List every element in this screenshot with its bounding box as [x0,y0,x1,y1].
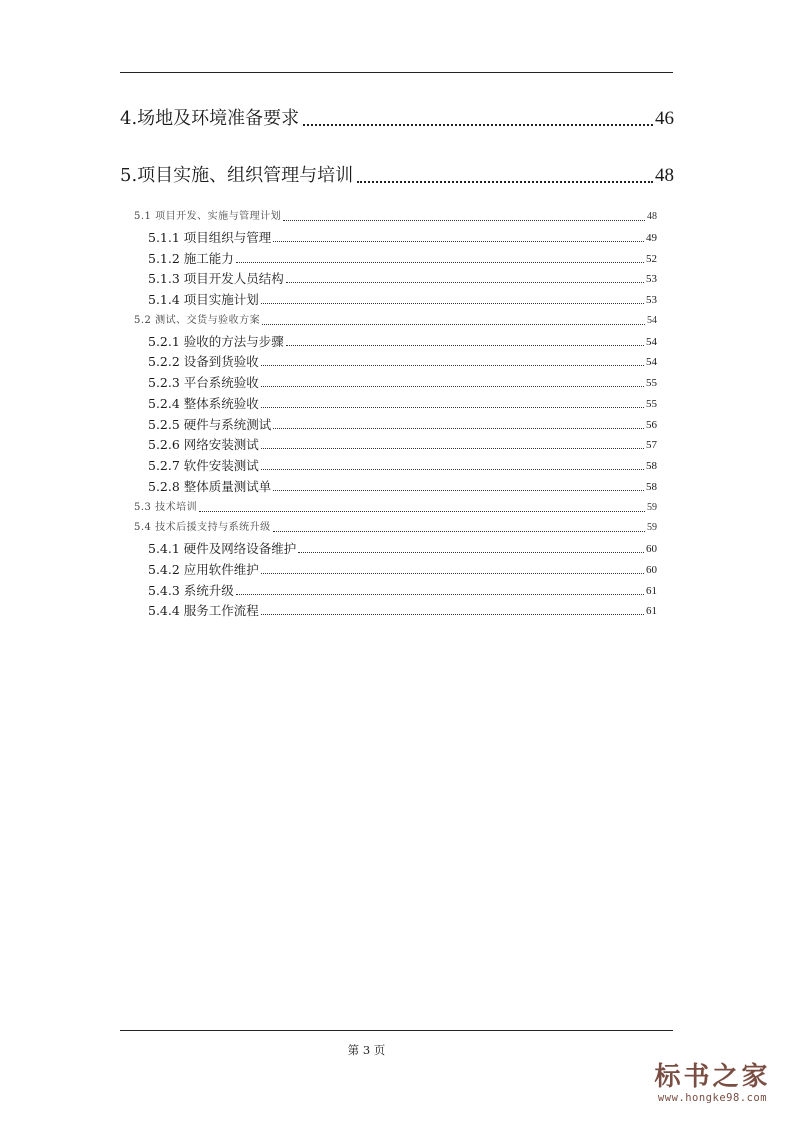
dot-leader [273,428,644,429]
watermark-logo [640,1062,785,1104]
toc-entry[interactable] [148,433,657,453]
toc-entry[interactable] [148,475,657,495]
toc-entry[interactable] [148,392,657,412]
toc-entry-page: 53 [646,294,657,306]
watermark-url: www.hongke98.com [657,1092,768,1104]
toc-entry-page: 59 [647,501,657,513]
toc-entry[interactable] [134,516,657,536]
dot-leader [286,345,644,346]
toc-entry-page: 61 [646,584,657,597]
toc-entry-label: 5.4.2 应用软件维护 [148,561,259,577]
page-number: 第 3 页 [347,1043,386,1057]
toc-entry-label: 5.4.4 服务工作流程 [148,603,259,619]
toc-entry[interactable] [148,454,657,474]
dot-leader [261,407,644,408]
toc-entry-label: 5.2.7 软件安装测试 [148,458,259,473]
toc-entry-label: 5.1.3 项目开发人员结构 [148,271,284,287]
dot-leader [261,448,644,449]
toc-entry-label: 5.4 技术后援支持与系统升级 [134,522,271,534]
dot-leader [303,124,653,126]
toc-entry-page: 48 [647,211,657,222]
toc-entry-page: 52 [646,252,657,265]
dot-leader [273,490,644,491]
dot-leader [261,386,644,387]
toc-entry-page: 49 [646,231,657,244]
footer-rule [120,1030,673,1031]
toc-entry-label: 5.1.1 项目组织与管理 [148,229,272,245]
toc-entry[interactable] [148,371,657,391]
toc-entry-label: 5.2.8 整体质量测试单 [148,478,272,494]
toc-entry-label: 5.2.6 网络安装测试 [148,437,259,453]
toc-entry-page: 56 [646,418,657,431]
toc-entry[interactable] [148,247,657,267]
toc-entry-label: 5.1 项目开发、实施与管理计划 [134,211,282,222]
toc-entry-label: 5.2.1 验收的方法与步骤 [148,333,284,349]
dot-leader [261,365,644,366]
toc-entry-page: 48 [655,165,674,186]
toc-entry-label: 5.2.3 平台系统验收 [148,375,259,390]
toc-entry[interactable] [134,496,657,516]
toc-entry[interactable] [148,558,657,578]
toc-entry-major[interactable] [120,157,674,187]
toc-entry-page: 59 [647,522,657,534]
toc-entry-page: 54 [647,314,657,326]
toc-entry-major[interactable] [120,100,674,130]
toc-entry[interactable] [148,288,657,308]
toc-entry[interactable] [134,309,657,329]
toc-entry-page: 53 [646,273,657,286]
toc-entry-label: 5.4.1 硬件及网络设备维护 [148,541,297,556]
dot-leader [261,469,644,470]
dot-leader [262,324,645,325]
toc-entry-label: 5.4.3 系统升级 [148,582,234,598]
dot-leader [286,282,644,283]
toc-entry-label: 5.3 技术培训 [134,501,198,513]
toc-entry-label: 5.2 测试、交货与验收方案 [134,314,261,326]
toc-entry[interactable] [148,599,657,619]
dot-leader [199,511,645,512]
dot-leader [273,531,645,532]
dot-leader [283,220,645,221]
toc-entry[interactable] [134,205,657,225]
toc-entry-page: 55 [646,377,657,389]
dot-leader [273,241,644,242]
dot-leader [357,181,653,183]
dot-leader [236,262,644,263]
toc-entry-label: 5.1.4 项目实施计划 [148,292,259,307]
toc-entry-label: 5.项目实施、组织管理与培训 [120,165,354,186]
toc-entry-page: 55 [646,397,657,410]
toc-entry[interactable] [148,330,657,350]
dot-leader [298,552,644,553]
toc-entry[interactable] [148,267,657,287]
toc-entry[interactable] [148,226,657,246]
dot-leader [261,614,644,615]
dot-leader [261,573,644,574]
toc-entry-page: 60 [646,543,657,555]
toc-entry-page: 61 [646,605,657,618]
toc-entry[interactable] [148,350,657,370]
dot-leader [261,303,644,304]
toc-entry-label: 5.2.5 硬件与系统测试 [148,416,272,432]
toc-entry[interactable] [148,579,657,599]
toc-entry-label: 4.场地及环境准备要求 [120,108,300,129]
toc-entry-label: 5.2.4 整体系统验收 [148,395,259,411]
toc-entry-label: 5.2.2 设备到货验收 [148,354,259,370]
toc-entry[interactable] [148,537,657,557]
toc-entry-page: 57 [646,439,657,452]
watermark-brand: 标书之家 [654,1062,771,1092]
header-rule [120,72,673,73]
toc-entry-label: 5.1.2 施工能力 [148,250,234,266]
toc-entry-page: 58 [646,460,657,472]
toc-entry-page: 54 [646,356,657,369]
toc-entry-page: 46 [655,108,674,129]
toc-entry-page: 54 [646,335,657,348]
toc-entry-page: 58 [646,480,657,493]
toc-entry-page: 60 [646,563,657,576]
toc-entry[interactable] [148,413,657,433]
dot-leader [236,594,644,595]
